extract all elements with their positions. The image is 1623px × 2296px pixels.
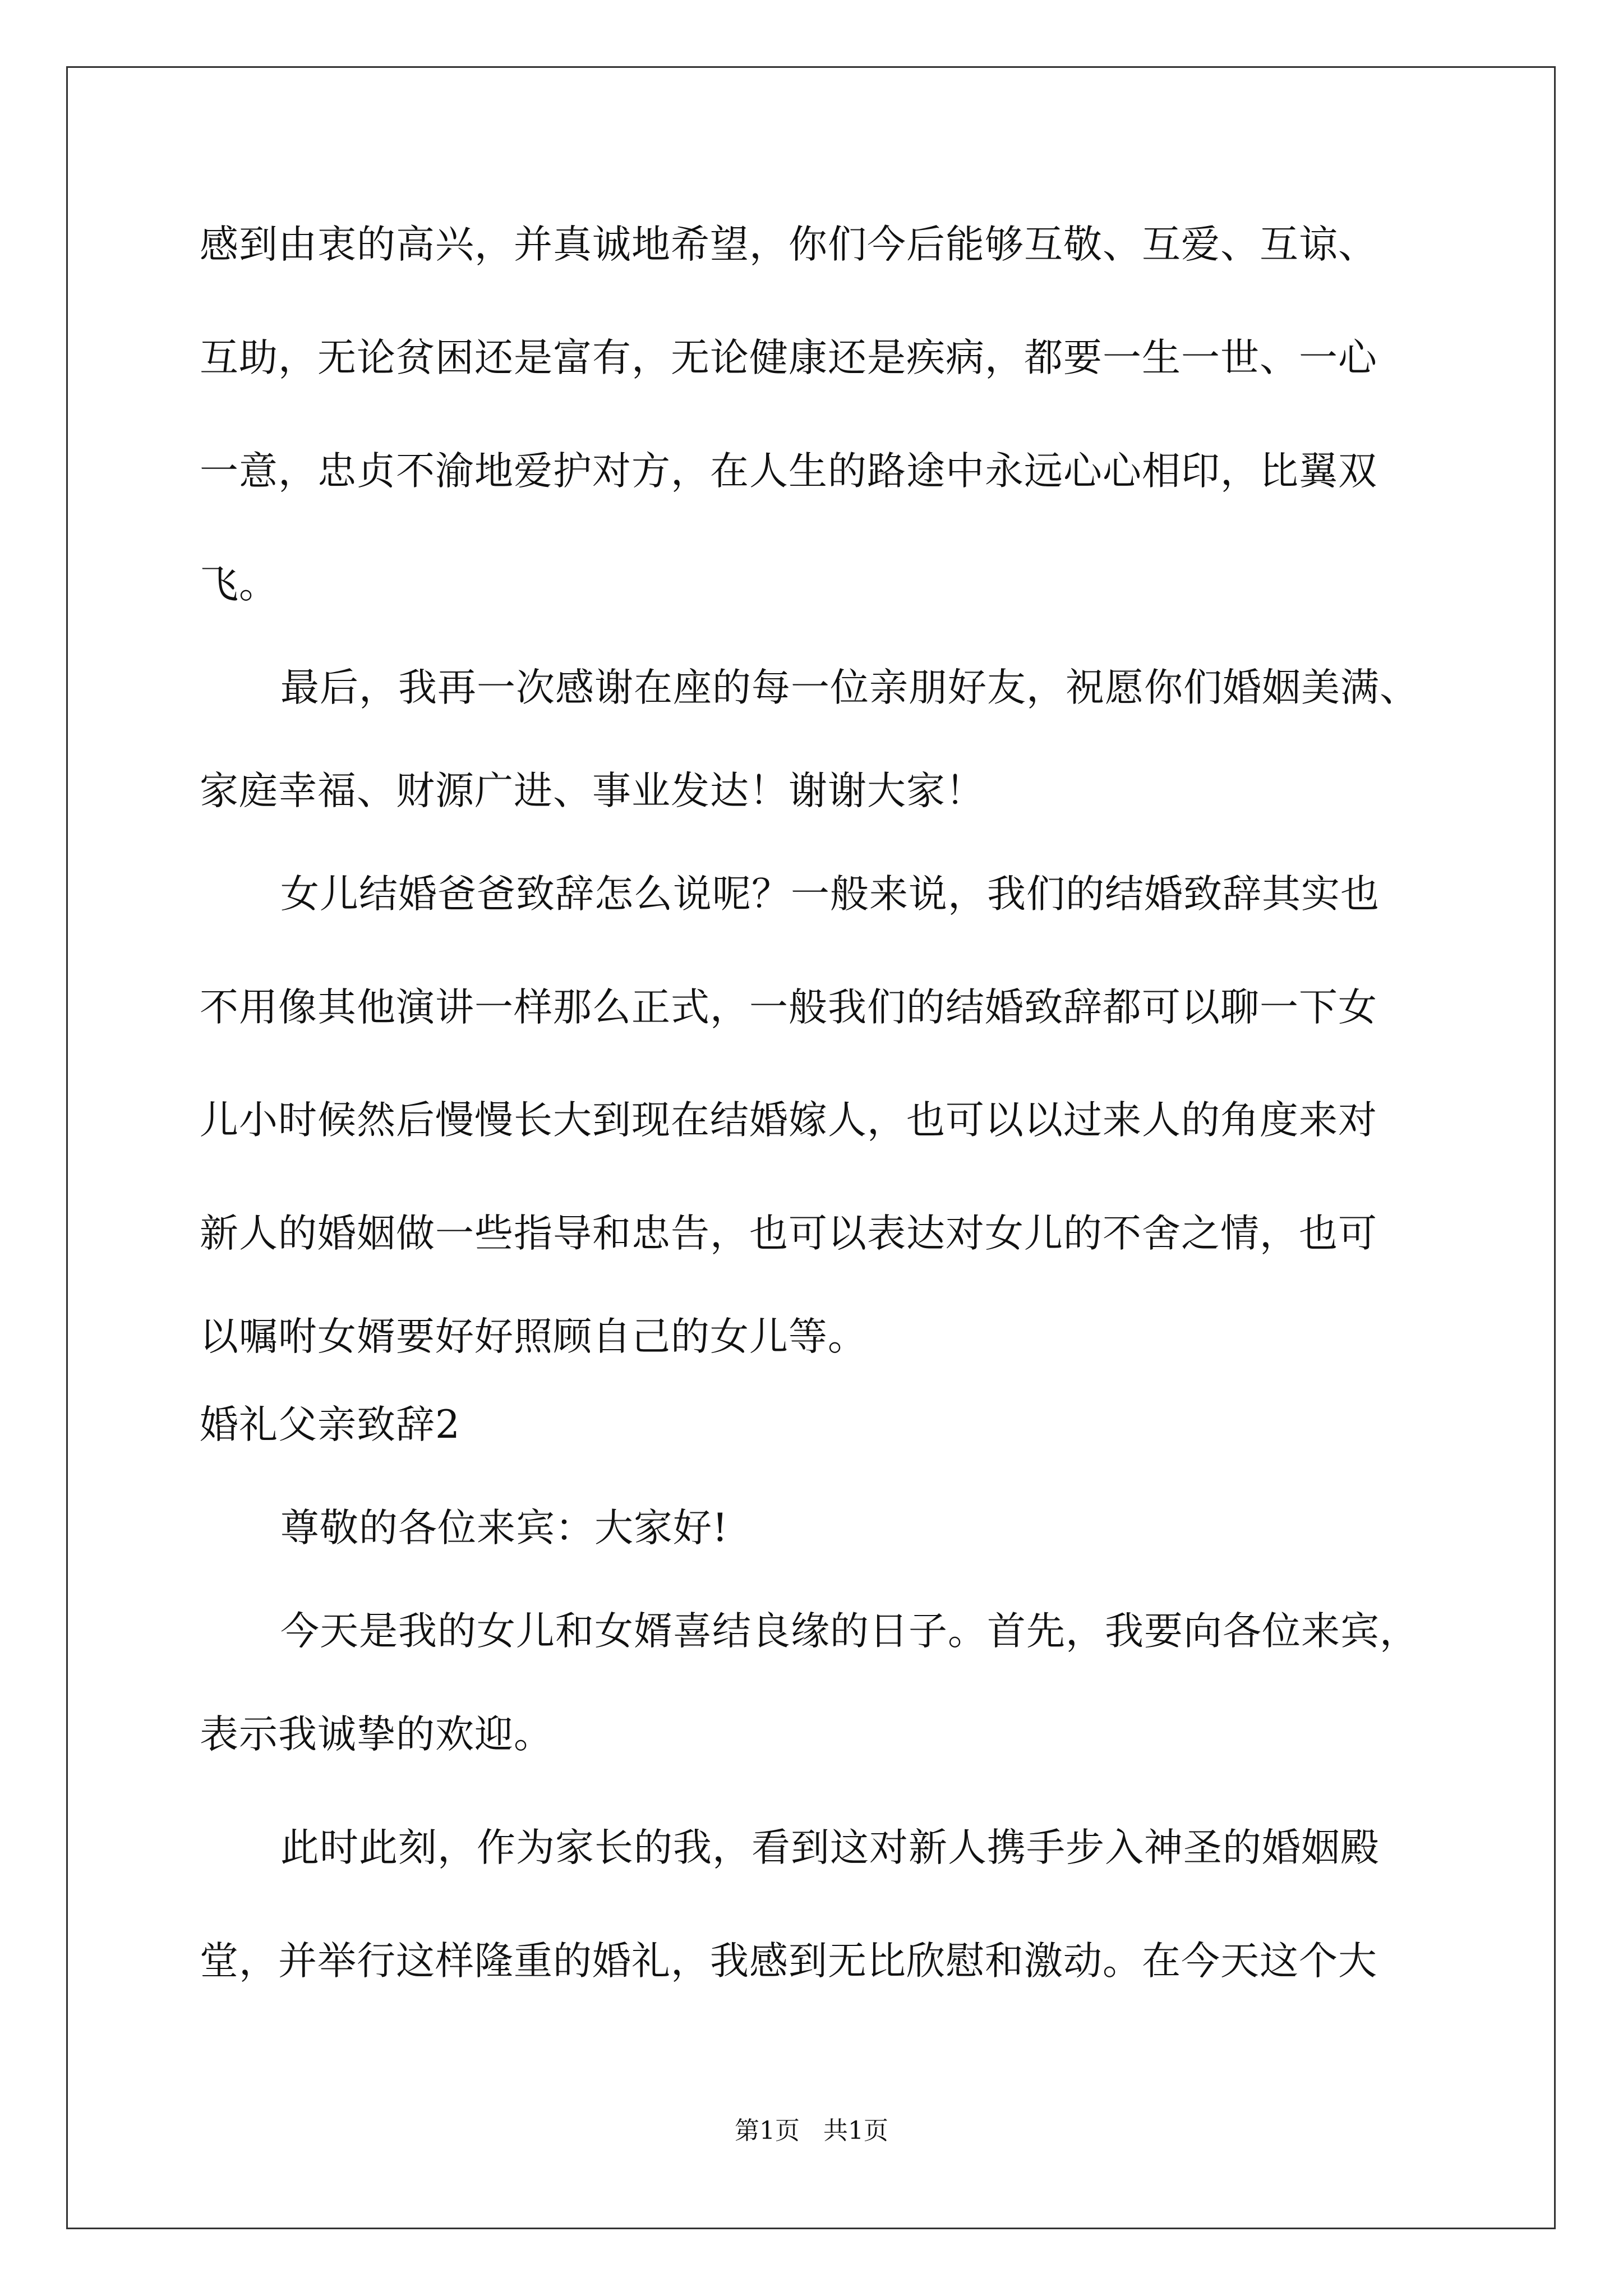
paragraph-line: 不用像其他演讲一样那么正式，一般我们的结婚致辞都可以聊一下女: [200, 985, 1377, 1030]
paragraph-line: 今天是我的女儿和女婿喜结良缘的日子。首先，我要向各位来宾，: [280, 1609, 1419, 1654]
paragraph-line: 飞。: [200, 562, 278, 607]
paragraph-line: 互助，无论贫困还是富有，无论健康还是疾病，都要一生一世、一心: [200, 335, 1377, 380]
paragraph-line: 表示我诚挚的欢迎。: [200, 1712, 553, 1757]
paragraph-line: 新人的婚姻做一些指导和忠告，也可以表达对女儿的不舍之情，也可: [200, 1211, 1377, 1256]
paragraph-line: 堂，并举行这样隆重的婚礼，我感到无比欣慰和激动。在今天这个大: [200, 1939, 1377, 1984]
paragraph-line: 女儿结婚爸爸致辞怎么说呢？一般来说，我们的结婚致辞其实也: [280, 872, 1380, 917]
paragraph-line: 尊敬的各位来宾：大家好!: [280, 1506, 728, 1550]
paragraph-line: 此时此刻，作为家长的我，看到这对新人携手步入神圣的婚姻殿: [280, 1825, 1380, 1870]
paragraph-line: 感到由衷的高兴，并真诚地希望，你们今后能够互敬、互爱、互谅、: [200, 222, 1377, 267]
section-heading: 婚礼父亲致辞2: [200, 1402, 460, 1447]
paragraph-line: 一意，忠贞不渝地爱护对方，在人生的路途中永远心心相印，比翼双: [200, 449, 1377, 494]
paragraph-line: 家庭幸福、财源广进、事业发达！谢谢大家！: [200, 769, 985, 813]
paragraph-line: 儿小时候然后慢慢长大到现在结婚嫁人，也可以以过来人的角度来对: [200, 1098, 1377, 1143]
paragraph-line: 以嘱咐女婿要好好照顾自己的女儿等。: [200, 1314, 867, 1359]
page-border: [66, 66, 1556, 2229]
page-number-footer: 第1页 共1页: [735, 2116, 888, 2145]
paragraph-line: 最后，我再一次感谢在座的每一位亲朋好友，祝愿你们婚姻美满、: [280, 665, 1419, 710]
